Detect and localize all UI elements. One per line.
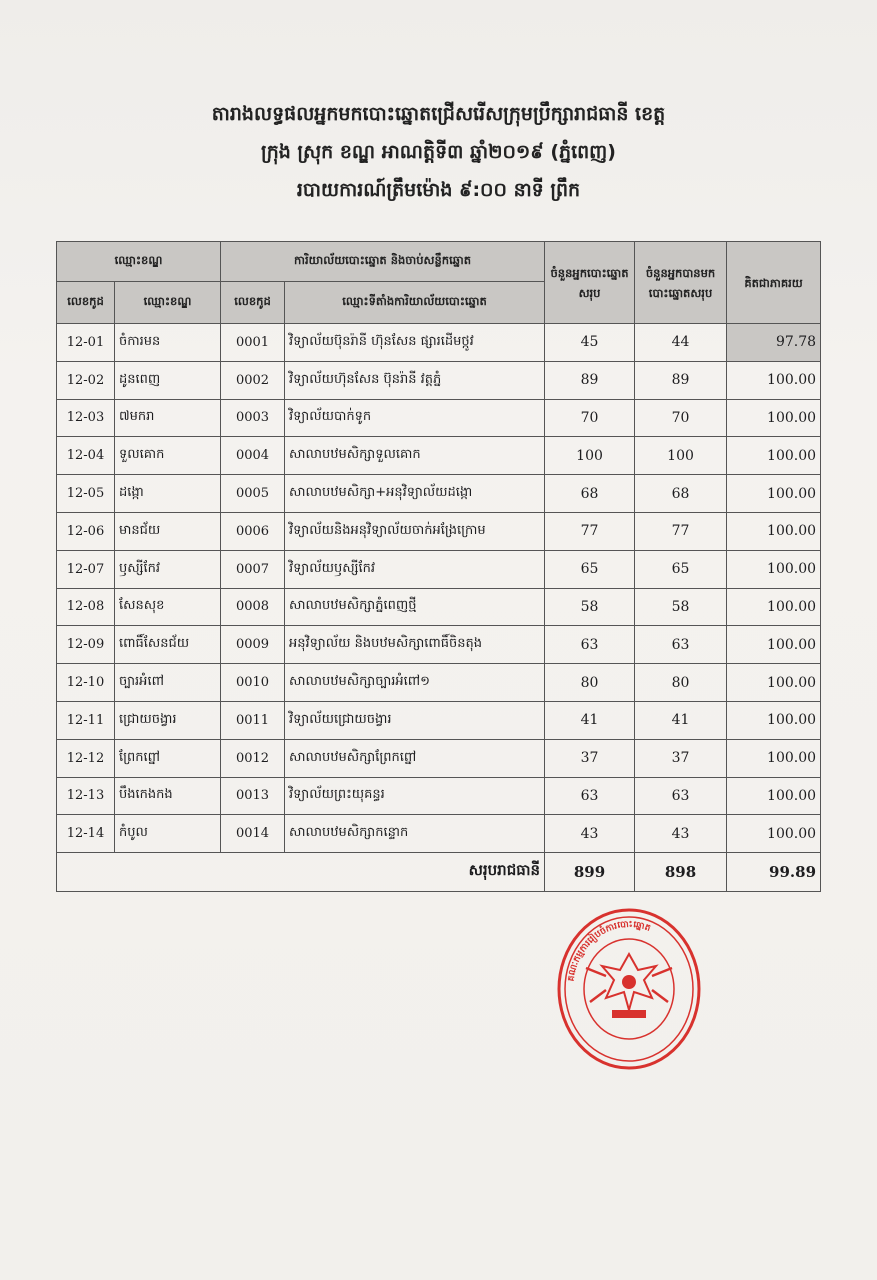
district-name-cell: កំបូល	[115, 815, 221, 853]
percent-cell: 100.00	[727, 361, 821, 399]
office-code-cell: 0011	[221, 701, 285, 739]
voted-cell: 89	[635, 361, 727, 399]
voted-cell: 70	[635, 399, 727, 437]
total-voters-cell: 37	[545, 739, 635, 777]
total-voters-cell: 70	[545, 399, 635, 437]
total-voters-cell: 65	[545, 550, 635, 588]
total-voters-cell: 45	[545, 324, 635, 362]
office-code-cell: 0003	[221, 399, 285, 437]
header-office-name: ឈ្មោះទីតាំងការិយាល័យបោះឆ្នោត	[285, 282, 545, 324]
district-code-cell: 12-11	[57, 701, 115, 739]
percent-cell: 100.00	[727, 777, 821, 815]
percent-cell: 100.00	[727, 399, 821, 437]
percent-cell: 100.00	[727, 815, 821, 853]
district-name-cell: មានជ័យ	[115, 512, 221, 550]
percent-cell: 100.00	[727, 664, 821, 702]
district-name-cell: បឹងកេងកង	[115, 777, 221, 815]
total-voters-sum: 899	[545, 853, 635, 892]
office-name-cell: វិទ្យាល័យព្រះយុគន្ធរ	[285, 777, 545, 815]
total-voters-cell: 100	[545, 437, 635, 475]
office-code-cell: 0010	[221, 664, 285, 702]
voted-cell: 77	[635, 512, 727, 550]
office-name-cell: វិទ្យាល័យហ៊ុនសែន ប៊ុនរ៉ានី វត្តភ្នំ	[285, 361, 545, 399]
header-office-group: ការិយាល័យបោះឆ្នោត និងចាប់សន្លឹកឆ្នោត	[221, 242, 545, 282]
office-code-cell: 0009	[221, 626, 285, 664]
district-name-cell: ជ្រោយចង្វារ	[115, 701, 221, 739]
district-code-cell: 12-12	[57, 739, 115, 777]
official-seal	[556, 906, 702, 1072]
title-block	[0, 95, 877, 209]
office-code-cell: 0007	[221, 550, 285, 588]
district-name-cell: ទួលគោក	[115, 437, 221, 475]
district-name-cell: ច្បារអំពៅ	[115, 664, 221, 702]
table-row	[57, 588, 821, 626]
total-voters-cell: 41	[545, 701, 635, 739]
title-line-3: របាយការណ៍ត្រឹមម៉ោង ៩:០០ នាទី ព្រឹក	[296, 179, 581, 201]
total-voters-cell: 58	[545, 588, 635, 626]
percent-cell: 100.00	[727, 739, 821, 777]
total-voters-cell: 77	[545, 512, 635, 550]
table-row	[57, 739, 821, 777]
office-code-cell: 0005	[221, 475, 285, 513]
voted-cell: 37	[635, 739, 727, 777]
header-district-group: ឈ្មោះខណ្ឌ	[57, 242, 221, 282]
voted-sum: 898	[635, 853, 727, 892]
district-code-cell: 12-13	[57, 777, 115, 815]
table-row	[57, 361, 821, 399]
office-name-cell: វិទ្យាល័យឫស្សីកែវ	[285, 550, 545, 588]
voted-cell: 43	[635, 815, 727, 853]
district-name-cell: ដង្កោ	[115, 475, 221, 513]
percent-cell: 100.00	[727, 626, 821, 664]
seal-emblem-icon	[586, 954, 672, 1018]
district-name-cell: ដូនពេញ	[115, 361, 221, 399]
office-name-cell: សាលាបឋមសិក្សា+អនុវិទ្យាល័យដង្កោ	[285, 475, 545, 513]
office-code-cell: 0001	[221, 324, 285, 362]
header-office-code: លេខកូដ	[221, 282, 285, 324]
district-name-cell: ៧មករា	[115, 399, 221, 437]
table-row	[57, 664, 821, 702]
percent-cell: 97.78	[727, 324, 821, 362]
office-code-cell: 0013	[221, 777, 285, 815]
district-name-cell: ឫស្សីកែវ	[115, 550, 221, 588]
header-total-voters: ចំនួនអ្នកបោះឆ្នោតសរុប	[545, 242, 635, 324]
office-name-cell: សាលាបឋមសិក្សាកន្ទោក	[285, 815, 545, 853]
svg-text:គណៈកម្មការរៀបចំការបោះឆ្នោត	[566, 920, 652, 982]
percent-total: 99.89	[727, 853, 821, 892]
district-code-cell: 12-05	[57, 475, 115, 513]
table-row	[57, 777, 821, 815]
district-code-cell: 12-08	[57, 588, 115, 626]
office-name-cell: វិទ្យាល័យជ្រោយចង្វារ	[285, 701, 545, 739]
voted-cell: 63	[635, 777, 727, 815]
percent-cell: 100.00	[727, 475, 821, 513]
total-voters-cell: 89	[545, 361, 635, 399]
table-row	[57, 550, 821, 588]
office-code-cell: 0006	[221, 512, 285, 550]
district-name-cell: ព្រែកព្នៅ	[115, 739, 221, 777]
district-name-cell: ចំការមន	[115, 324, 221, 362]
header-district-code: លេខកូដ	[57, 282, 115, 324]
office-name-cell: សាលាបឋមសិក្សាទួលគោក	[285, 437, 545, 475]
seal-text: គណៈកម្មការរៀបចំការបោះឆ្នោត	[566, 919, 652, 983]
office-code-cell: 0014	[221, 815, 285, 853]
percent-cell: 100.00	[727, 588, 821, 626]
table-row	[57, 324, 821, 362]
total-voters-cell: 68	[545, 475, 635, 513]
office-code-cell: 0012	[221, 739, 285, 777]
total-voters-cell: 63	[545, 777, 635, 815]
office-name-cell: សាលាបឋមសិក្សាភ្នំពេញថ្មី	[285, 588, 545, 626]
header-voted: ចំនួនអ្នកបានមកបោះឆ្នោតសរុប	[635, 242, 727, 324]
voted-cell: 44	[635, 324, 727, 362]
voted-cell: 65	[635, 550, 727, 588]
district-code-cell: 12-07	[57, 550, 115, 588]
district-code-cell: 12-09	[57, 626, 115, 664]
total-voters-cell: 63	[545, 626, 635, 664]
district-name-cell: ពោធិ៍សែនជ័យ	[115, 626, 221, 664]
district-code-cell: 12-01	[57, 324, 115, 362]
total-voters-cell: 43	[545, 815, 635, 853]
table-row	[57, 475, 821, 513]
table-row	[57, 626, 821, 664]
office-name-cell: វិទ្យាល័យនិងអនុវិទ្យាល័យចាក់អង្រែក្រោម	[285, 512, 545, 550]
district-code-cell: 12-04	[57, 437, 115, 475]
office-code-cell: 0008	[221, 588, 285, 626]
table-row	[57, 399, 821, 437]
district-code-cell: 12-14	[57, 815, 115, 853]
total-row	[57, 853, 821, 892]
table-row	[57, 512, 821, 550]
turnout-table	[56, 241, 821, 892]
table-row	[57, 701, 821, 739]
total-voters-cell: 80	[545, 664, 635, 702]
percent-cell: 100.00	[727, 512, 821, 550]
voted-cell: 80	[635, 664, 727, 702]
percent-cell: 100.00	[727, 437, 821, 475]
district-code-cell: 12-10	[57, 664, 115, 702]
voted-cell: 100	[635, 437, 727, 475]
voted-cell: 68	[635, 475, 727, 513]
office-name-cell: វិទ្យាល័យបាក់ទូក	[285, 399, 545, 437]
voted-cell: 63	[635, 626, 727, 664]
voted-cell: 41	[635, 701, 727, 739]
office-name-cell: សាលាបឋមសិក្សាព្រែកព្នៅ	[285, 739, 545, 777]
office-code-cell: 0002	[221, 361, 285, 399]
office-name-cell: អនុវិទ្យាល័យ និងបឋមសិក្សាពោធិ៍ចិនតុង	[285, 626, 545, 664]
district-code-cell: 12-03	[57, 399, 115, 437]
table-row	[57, 815, 821, 853]
percent-cell: 100.00	[727, 550, 821, 588]
voted-cell: 58	[635, 588, 727, 626]
district-name-cell: សែនសុខ	[115, 588, 221, 626]
title-line-1: តារាងលទ្ធផលអ្នកមកបោះឆ្នោតជ្រើសរើសក្រុមប្រឹក្សារាជធានី ខេត្ត	[211, 103, 666, 125]
title-line-2: ក្រុង ស្រុក ខណ្ឌ អាណត្តិទី៣ ឆ្នាំ២០១៩ (ភ្នំពេញ)	[261, 141, 616, 163]
total-label: សរុបរាជធានី	[57, 853, 545, 892]
percent-cell: 100.00	[727, 701, 821, 739]
office-code-cell: 0004	[221, 437, 285, 475]
table-row	[57, 437, 821, 475]
district-code-cell: 12-06	[57, 512, 115, 550]
header-district-name: ឈ្មោះខណ្ឌ	[115, 282, 221, 324]
office-name-cell: សាលាបឋមសិក្សាច្បារអំពៅ១	[285, 664, 545, 702]
header-percent: គិតជាភាគរយ	[727, 242, 821, 324]
office-name-cell: វិទ្យាល័យប៊ុនរ៉ានី ហ៊ុនសែន ផ្សារដើមថ្កូវ	[285, 324, 545, 362]
district-code-cell: 12-02	[57, 361, 115, 399]
